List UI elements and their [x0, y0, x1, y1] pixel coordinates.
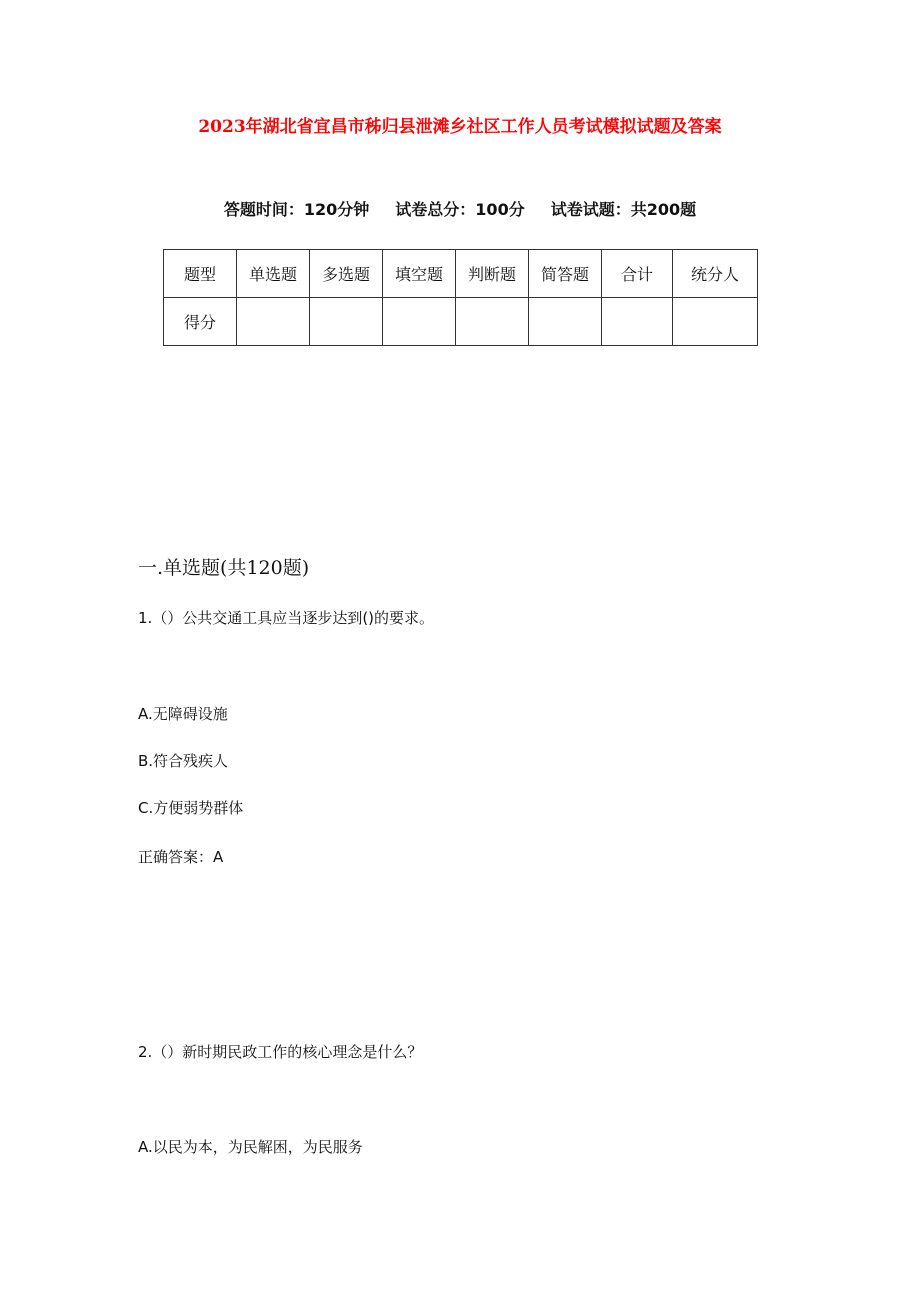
- score-cell-multiple-choice: [310, 298, 383, 346]
- exam-time: 答题时间：120分钟: [223, 200, 370, 219]
- score-cell-short-answer: [529, 298, 602, 346]
- header-cell-multiple-choice: 多选题: [310, 250, 383, 298]
- header-cell-true-false: 判断题: [456, 250, 529, 298]
- question-1-answer: 正确答案：A: [138, 848, 224, 866]
- header-cell-single-choice: 单选题: [237, 250, 310, 298]
- exam-total-score: 试卷总分：100分: [395, 200, 525, 219]
- question-1-stem: 1.（）公共交通工具应当逐步达到()的要求。: [138, 609, 435, 627]
- question-2-stem: 2.（）新时期民政工作的核心理念是什么？: [138, 1043, 423, 1061]
- question-1-option-b: B.符合残疾人: [138, 752, 229, 770]
- score-table: [163, 249, 758, 346]
- score-table-score-row: [164, 298, 758, 346]
- score-table-header-row: [164, 250, 758, 298]
- score-cell-total: [602, 298, 673, 346]
- score-cell-fill-blank: [383, 298, 456, 346]
- section-heading: 一.单选题(共120题): [138, 557, 310, 579]
- document-title: 2023年湖北省宜昌市秭归县泄滩乡社区工作人员考试模拟试题及答案: [198, 117, 722, 137]
- question-1-option-c: C.方便弱势群体: [138, 799, 244, 817]
- header-cell-total: 合计: [602, 250, 673, 298]
- header-cell-scorer: 统分人: [673, 250, 758, 298]
- question-1-option-a: A.无障碍设施: [138, 705, 228, 723]
- score-cell-single-choice: [237, 298, 310, 346]
- header-cell-fill-blank: 填空题: [383, 250, 456, 298]
- score-row-label: 得分: [164, 298, 237, 346]
- exam-meta: [0, 197, 920, 220]
- question-2-option-a: A.以民为本，为民解困，为民服务: [138, 1138, 363, 1156]
- score-cell-true-false: [456, 298, 529, 346]
- header-cell-type: 题型: [164, 250, 237, 298]
- exam-question-count: 试卷试题：共200题: [550, 200, 697, 219]
- header-cell-short-answer: 简答题: [529, 250, 602, 298]
- score-cell-scorer: [673, 298, 758, 346]
